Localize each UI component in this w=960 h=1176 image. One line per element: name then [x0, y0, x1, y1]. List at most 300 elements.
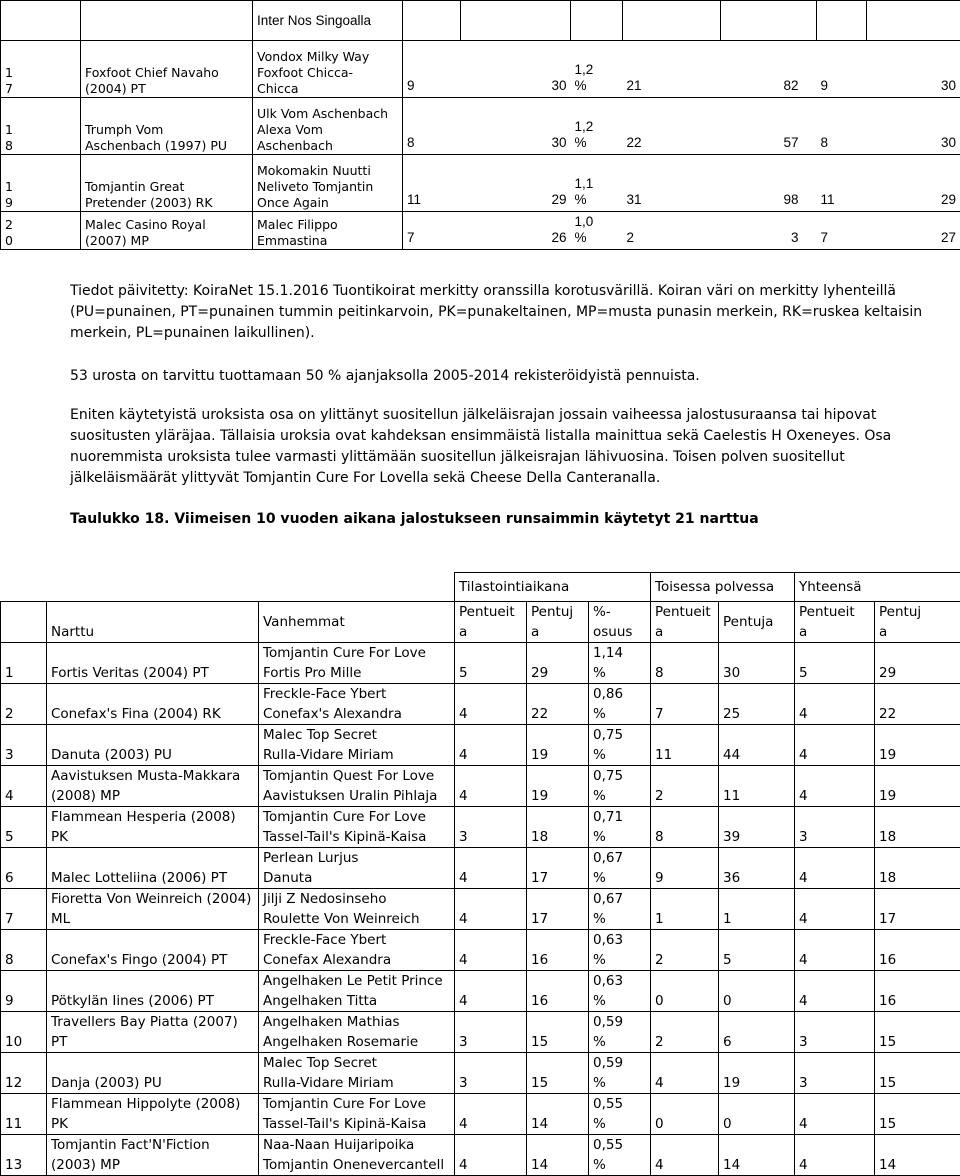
sire-name: (2007) MP	[85, 233, 149, 248]
litter-count: 4	[459, 788, 468, 804]
sire-parents-cell	[253, 212, 403, 250]
sire-parent: Neliveto Tomjantin	[257, 179, 373, 194]
rank-cell	[1, 212, 81, 250]
second-gen-pups-cell	[719, 684, 795, 725]
total-litters-cell	[795, 971, 875, 1012]
total-litters-cell	[795, 1053, 875, 1094]
litter-count: 4	[459, 993, 468, 1009]
share-cell	[589, 725, 651, 766]
sire-name-cell	[81, 155, 253, 212]
share-cell	[589, 930, 651, 971]
pup-count-cell	[527, 971, 589, 1012]
parents-cell	[259, 807, 455, 848]
total-pups-cell	[875, 807, 960, 848]
share-value: 0,67	[593, 850, 623, 866]
dam-name: Flammean Hippolyte (2008)	[51, 1096, 240, 1112]
sire-parent: Aschenbach	[257, 138, 333, 153]
share-unit: %	[593, 706, 606, 722]
second-gen-pups-cell	[721, 98, 817, 155]
share-unit: %	[575, 135, 587, 150]
pup-count-cell	[527, 1053, 589, 1094]
total-litters-cell	[817, 98, 867, 155]
dam-name-cell	[47, 1135, 259, 1176]
total-litters-cell	[795, 807, 875, 848]
rank-digit: 7	[5, 81, 13, 96]
dam-name-cell	[47, 1012, 259, 1053]
total-litters-cell	[795, 643, 875, 684]
share-cell	[571, 212, 623, 250]
second-gen-litters-cell	[651, 1053, 719, 1094]
pup-count: 19	[531, 747, 548, 763]
top-table-row	[1, 41, 960, 98]
total-pups-cell	[875, 930, 960, 971]
share-unit: %	[593, 993, 606, 1009]
pup-count-cell	[527, 889, 589, 930]
dam-parent-name: Conefax's Alexandra	[263, 706, 402, 722]
total-pups: 15	[879, 1116, 896, 1132]
total-litters: 5	[799, 665, 808, 681]
total-litters: 9	[821, 78, 829, 93]
dam-parent-name: Aavistuksen Uralin Pihlaja	[263, 788, 437, 804]
total-litters-cell	[795, 684, 875, 725]
total-litters-cell	[817, 41, 867, 98]
litter-count-cell	[455, 1094, 527, 1135]
total-pups: 16	[879, 993, 896, 1009]
rank-cell	[1, 1012, 47, 1053]
table-row	[1, 684, 960, 725]
rank-cell	[1, 1053, 47, 1094]
pup-count: 29	[531, 665, 548, 681]
dam-name-cell	[47, 766, 259, 807]
bottom-table-body	[1, 643, 960, 1176]
pup-count-cell	[527, 1135, 589, 1176]
dam-name-cell	[47, 971, 259, 1012]
total-pups: 17	[879, 911, 896, 927]
total-pups: 14	[879, 1157, 896, 1173]
dam-name: Fioretta Von Weinreich (2004)	[51, 891, 251, 907]
pup-count-cell	[527, 1094, 589, 1135]
pup-count: 16	[531, 952, 548, 968]
second-gen-litters: 22	[627, 135, 642, 150]
share-cell	[589, 848, 651, 889]
dam-name: Flammean Hesperia (2008) PK	[51, 809, 236, 845]
pup-count: 26	[551, 230, 566, 245]
share-value: 0,59	[593, 1055, 623, 1071]
litter-count: 3	[459, 1034, 468, 1050]
sire-parents-cell	[253, 41, 403, 98]
rank-cell	[1, 766, 47, 807]
pup-count-cell	[527, 1012, 589, 1053]
total-pups-cell	[875, 684, 960, 725]
second-gen-pups: 98	[783, 192, 798, 207]
rank-number: 12	[5, 1075, 22, 1091]
parents-cell	[259, 1053, 455, 1094]
dam-name-cell	[47, 643, 259, 684]
pup-count-cell	[527, 725, 589, 766]
dam-name: Aavistuksen Musta-Makkara	[51, 768, 240, 784]
second-gen-pups: 5	[723, 952, 732, 968]
table-18-heading	[70, 511, 759, 527]
pup-count-cell	[461, 98, 571, 155]
litter-count: 3	[459, 1075, 468, 1091]
total-litters: 4	[799, 1116, 808, 1132]
second-gen-litters-cell	[651, 889, 719, 930]
total-pups-cell	[875, 889, 960, 930]
table-row	[1, 725, 960, 766]
sire-name: Tomjantin Cure For Love	[263, 1096, 426, 1112]
rank-cell	[1, 930, 47, 971]
second-gen-litters-cell	[651, 807, 719, 848]
second-gen-pups-cell	[719, 930, 795, 971]
total-litters: 4	[799, 706, 808, 722]
litter-count-cell	[403, 212, 461, 250]
second-gen-litters: 0	[655, 1116, 664, 1132]
rank-cell	[1, 155, 81, 212]
dam-name: Tomjantin Fact'N'Fiction	[51, 1137, 210, 1153]
total-pups: 15	[879, 1075, 896, 1091]
sire-name: Tomjantin Cure For Love	[263, 645, 426, 661]
rank-cell	[1, 725, 47, 766]
share-unit: %	[593, 911, 606, 927]
sire-name: Freckle-Face Ybert	[263, 686, 386, 702]
rank-number: 13	[5, 1157, 22, 1173]
second-gen-litters: 4	[655, 1157, 664, 1173]
share-value: 1,1	[575, 176, 594, 191]
share-value: 0,63	[593, 973, 623, 989]
rank-cell	[1, 98, 81, 155]
litter-count-cell	[455, 1012, 527, 1053]
total-pups-cell	[867, 41, 960, 98]
share-cell	[589, 766, 651, 807]
rank-number: 8	[5, 952, 14, 968]
second-gen-pups: 36	[723, 870, 740, 886]
top-table-row	[1, 155, 960, 212]
total-litters: 3	[799, 1034, 808, 1050]
rank-digit: 1	[5, 122, 13, 137]
sire-parent: Once Again	[257, 195, 329, 210]
share-cell	[589, 807, 651, 848]
sire-name: Aschenbach (1997) PU	[85, 138, 227, 153]
dam-name: ML	[51, 911, 70, 927]
sire-parent: Alexa Vom	[257, 122, 323, 137]
pup-count: 17	[531, 870, 548, 886]
second-gen-litters: 8	[655, 665, 664, 681]
pup-count: 15	[531, 1034, 548, 1050]
pup-count: 14	[531, 1157, 548, 1173]
second-gen-litters-cell	[651, 848, 719, 889]
group-header-row	[1, 573, 960, 602]
pup-count-cell	[527, 807, 589, 848]
total-pups-cell	[875, 848, 960, 889]
litter-count: 4	[459, 747, 468, 763]
dam-parent-name: Danuta	[263, 870, 312, 886]
dam-name-cell	[47, 684, 259, 725]
top-table-body	[1, 41, 960, 250]
sire-name: Malec Top Secret	[263, 727, 377, 743]
second-gen-pups-cell	[719, 725, 795, 766]
total-litters: 7	[821, 230, 829, 245]
litter-count: 8	[407, 135, 415, 150]
share-value: 0,67	[593, 891, 623, 907]
dam-name: Travellers Bay Piatta (2007) PT	[51, 1014, 238, 1050]
col-header-y-pentuja: Pentuj a	[875, 602, 960, 643]
sire-parents-cell	[253, 98, 403, 155]
share-cell	[589, 643, 651, 684]
total-pups: 18	[879, 870, 896, 886]
total-pups: 22	[879, 706, 896, 722]
pup-count-cell	[461, 41, 571, 98]
total-litters: 4	[799, 788, 808, 804]
column-header-row	[1, 602, 960, 643]
second-gen-pups-cell	[721, 41, 817, 98]
second-gen-litters: 2	[627, 230, 635, 245]
dam-parent-name: Tassel-Tail's Kipinä-Kaisa	[263, 1116, 426, 1132]
group-header-toisessa-polvessa: Toisessa polvessa	[651, 573, 795, 602]
sire-name: (2004) PT	[85, 81, 146, 96]
rank-number: 7	[5, 911, 14, 927]
second-gen-litters-cell	[651, 684, 719, 725]
litter-count: 4	[459, 870, 468, 886]
rank-cell	[1, 807, 47, 848]
second-gen-litters: 2	[655, 1034, 664, 1050]
second-gen-pups-cell	[719, 1094, 795, 1135]
total-litters-cell	[795, 889, 875, 930]
col-header-p2-pentueita: Pentueit a	[651, 602, 719, 643]
sire-name: Perlean Lurjus	[263, 850, 358, 866]
share-value: 0,75	[593, 768, 623, 784]
table-18-title: Viimeisen 10 vuoden aikana jalostukseen runsaimmin käytetyt 21 narttua	[169, 511, 758, 527]
second-gen-litters: 0	[655, 993, 664, 1009]
sire-name: Foxfoot Chief Navaho	[85, 65, 219, 80]
share-value: 0,71	[593, 809, 623, 825]
rank-number: 2	[5, 706, 14, 722]
dam-name: PK	[51, 1116, 68, 1132]
sire-parent: Foxfoot Chicca-	[257, 65, 353, 80]
litter-count-cell	[455, 1053, 527, 1094]
total-pups: 19	[879, 747, 896, 763]
total-litters: 4	[799, 911, 808, 927]
second-gen-pups: 0	[723, 993, 732, 1009]
dam-parent-name: Rulla-Vidare Miriam	[263, 1075, 394, 1091]
litter-count-cell	[455, 930, 527, 971]
col-header-vanhemmat: Vanhemmat	[259, 602, 455, 643]
sire-name: Angelhaken Le Petit Prince	[263, 973, 443, 989]
rank-digit: 1	[5, 179, 13, 194]
dam-name: (2003) MP	[51, 1157, 120, 1173]
share-value: 0,86	[593, 686, 623, 702]
share-value: 1,2	[575, 119, 594, 134]
second-gen-litters-cell	[651, 1094, 719, 1135]
share-unit: %	[593, 952, 606, 968]
pup-count: 19	[531, 788, 548, 804]
pup-count-cell	[461, 155, 571, 212]
table-row	[1, 766, 960, 807]
rank-number: 6	[5, 870, 14, 886]
table-row	[1, 971, 960, 1012]
pup-count: 16	[531, 993, 548, 1009]
second-gen-pups: 57	[783, 135, 798, 150]
rank-number: 5	[5, 829, 14, 845]
pup-count: 17	[531, 911, 548, 927]
litter-count-cell	[403, 98, 461, 155]
sire-name-cell	[81, 212, 253, 250]
parents-cell	[259, 1012, 455, 1053]
dam-name-cell	[47, 1094, 259, 1135]
second-gen-litters-cell	[623, 98, 721, 155]
share-cell	[571, 155, 623, 212]
total-pups: 29	[941, 192, 956, 207]
litter-count-cell	[455, 807, 527, 848]
rank-number: 11	[5, 1116, 22, 1132]
second-gen-litters-cell	[623, 212, 721, 250]
header-parents-text: Inter Nos Singoalla	[257, 13, 371, 28]
dam-name-cell	[47, 848, 259, 889]
share-cell	[589, 971, 651, 1012]
total-litters: 4	[799, 870, 808, 886]
litter-count-cell	[403, 155, 461, 212]
litter-count: 4	[459, 1157, 468, 1173]
header-parents-cell	[253, 1, 403, 41]
group-header-yhteensa: Yhteensä	[795, 573, 960, 602]
second-gen-litters-cell	[651, 1135, 719, 1176]
pup-count: 30	[551, 78, 566, 93]
total-litters: 8	[821, 135, 829, 150]
second-gen-litters: 11	[655, 747, 672, 763]
group-header-tilastointiaikana: Tilastointiaikana	[455, 573, 651, 602]
litter-count: 9	[407, 78, 415, 93]
parents-cell	[259, 766, 455, 807]
sire-name-cell	[81, 98, 253, 155]
col-header-narttu: Narttu	[47, 602, 259, 643]
dam-name-cell	[47, 930, 259, 971]
second-gen-litters: 9	[655, 870, 664, 886]
rank-number: 3	[5, 747, 14, 763]
total-litters: 3	[799, 1075, 808, 1091]
second-gen-litters-cell	[623, 155, 721, 212]
rank-cell	[1, 643, 47, 684]
rank-digit: 0	[5, 233, 13, 248]
sire-parent: Ulk Vom Aschenbach	[257, 106, 388, 121]
share-cell	[589, 1053, 651, 1094]
sire-name: Trumph Vom	[85, 122, 163, 137]
total-litters-cell	[795, 1094, 875, 1135]
top-dams-table	[0, 572, 960, 1176]
litter-count: 4	[459, 911, 468, 927]
total-pups-cell	[875, 766, 960, 807]
pup-count-cell	[527, 930, 589, 971]
table-row	[1, 930, 960, 971]
sire-name: Tomjantin Cure For Love	[263, 809, 426, 825]
pup-count: 14	[531, 1116, 548, 1132]
total-pups: 19	[879, 788, 896, 804]
share-unit: %	[575, 230, 587, 245]
second-gen-pups-cell	[719, 1135, 795, 1176]
rank-number: 1	[5, 665, 14, 681]
pup-count: 15	[531, 1075, 548, 1091]
total-pups: 15	[879, 1034, 896, 1050]
share-cell	[589, 889, 651, 930]
parents-cell	[259, 1135, 455, 1176]
sire-name: Tomjantin Quest For Love	[263, 768, 434, 784]
total-pups: 30	[941, 135, 956, 150]
rank-number: 10	[5, 1034, 22, 1050]
total-litters-cell	[795, 725, 875, 766]
second-gen-litters-cell	[651, 971, 719, 1012]
parents-cell	[259, 889, 455, 930]
table-row	[1, 1053, 960, 1094]
rank-cell	[1, 889, 47, 930]
sire-name: Jilji Z Nedosinseho	[263, 891, 387, 907]
parents-cell	[259, 1094, 455, 1135]
second-gen-litters: 7	[655, 706, 664, 722]
sire-parents-cell	[253, 155, 403, 212]
share-unit: %	[575, 78, 587, 93]
sire-parent: Chicca	[257, 81, 299, 96]
share-unit: %	[593, 1116, 606, 1132]
total-litters: 4	[799, 747, 808, 763]
rank-digit: 8	[5, 138, 13, 153]
second-gen-pups-cell	[719, 889, 795, 930]
second-gen-litters: 4	[655, 1075, 664, 1091]
sire-name: Naa-Naan Huijaripoika	[263, 1137, 414, 1153]
share-cell	[589, 684, 651, 725]
second-gen-pups-cell	[719, 766, 795, 807]
second-gen-pups-cell	[719, 1012, 795, 1053]
share-value: 1,0	[575, 214, 594, 229]
dam-parent-name: Tomjantin Onenevercantell	[263, 1157, 444, 1173]
parents-cell	[259, 684, 455, 725]
second-gen-litters: 8	[655, 829, 664, 845]
sire-name: Freckle-Face Ybert	[263, 932, 386, 948]
second-gen-pups-cell	[719, 807, 795, 848]
dam-parent-name: Angelhaken Titta	[263, 993, 377, 1009]
share-value: 0,55	[593, 1137, 623, 1153]
litter-count: 11	[407, 192, 421, 207]
sire-name: Pretender (2003) RK	[85, 195, 213, 210]
second-gen-pups: 3	[791, 230, 799, 245]
second-gen-pups-cell	[721, 155, 817, 212]
share-cell	[571, 98, 623, 155]
second-gen-pups: 11	[723, 788, 740, 804]
pup-count-cell	[527, 643, 589, 684]
pup-count: 30	[551, 135, 566, 150]
total-litters-cell	[795, 1135, 875, 1176]
share-value: 0,55	[593, 1096, 623, 1112]
rank-number: 9	[5, 993, 14, 1009]
total-pups-cell	[875, 1053, 960, 1094]
total-pups: 27	[941, 230, 956, 245]
litter-count-cell	[455, 643, 527, 684]
dam-parent-name: Rulla-Vidare Miriam	[263, 747, 394, 763]
col-header-pentueita: Pentueit a	[455, 602, 527, 643]
col-header-p2-pentuja: Pentuja	[719, 602, 795, 643]
second-gen-pups: 25	[723, 706, 740, 722]
sire-name-cell	[81, 41, 253, 98]
second-gen-pups: 14	[723, 1157, 740, 1173]
share-unit: %	[575, 192, 587, 207]
second-gen-litters-cell	[651, 725, 719, 766]
total-litters-cell	[817, 212, 867, 250]
share-value: 0,75	[593, 727, 623, 743]
litter-count-cell	[455, 1135, 527, 1176]
total-litters: 4	[799, 1157, 808, 1173]
total-litters-cell	[795, 1012, 875, 1053]
second-gen-pups: 1	[723, 911, 732, 927]
sire-name: Angelhaken Mathias	[263, 1014, 400, 1030]
total-litters: 4	[799, 952, 808, 968]
pup-count-cell	[461, 212, 571, 250]
share-value: 0,63	[593, 932, 623, 948]
